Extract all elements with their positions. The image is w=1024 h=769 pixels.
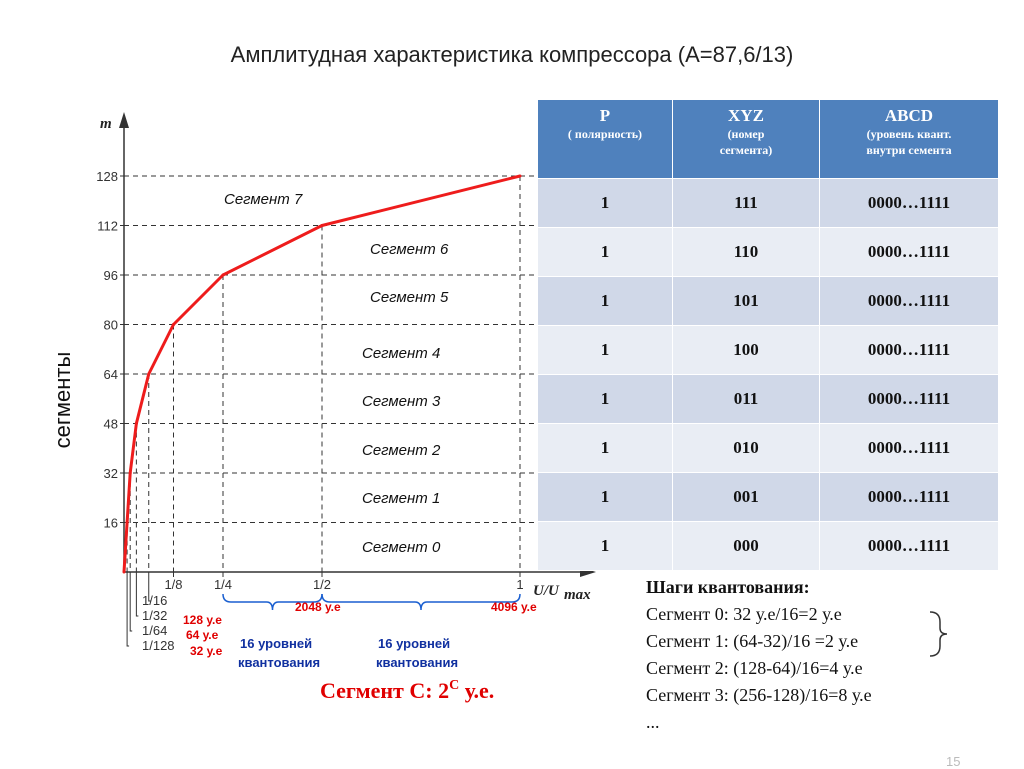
y-axis-arrow bbox=[119, 112, 129, 128]
x-tick-label: 1/2 bbox=[312, 577, 332, 592]
segment-label: Сегмент 3 bbox=[362, 393, 441, 410]
table-row: 1 000 0000…1111 bbox=[538, 522, 999, 571]
curve-point bbox=[123, 571, 126, 574]
table-header-row bbox=[538, 100, 999, 179]
curve-point bbox=[129, 472, 132, 475]
table-row: 1 111 0000…1111 bbox=[538, 179, 999, 228]
page-number: 15 bbox=[946, 754, 961, 769]
annotation-red: 4096 у.е bbox=[491, 600, 537, 614]
y-tick-label: 112 bbox=[97, 218, 118, 234]
table-row: 1 011 0000…1111 bbox=[538, 375, 999, 424]
x-tick-label-stacked: 1/16 bbox=[142, 593, 168, 608]
x-tick-label-stacked: 1/128 bbox=[142, 638, 175, 653]
y-tick-label: 96 bbox=[103, 268, 118, 283]
segment-label: Сегмент 5 bbox=[370, 289, 449, 306]
annotation-blue: 16 уровней bbox=[240, 636, 313, 651]
curve-point bbox=[321, 224, 324, 227]
chart-axes bbox=[119, 112, 596, 646]
segment-label: Сегмент 7 bbox=[224, 191, 303, 208]
header-level: ABCD (уровень квант. внутри семента bbox=[820, 100, 999, 179]
steps-brace bbox=[930, 612, 947, 656]
table-row: 1 110 0000…1111 bbox=[538, 228, 999, 277]
y-tick-label: 32 bbox=[103, 466, 118, 481]
y-tick-label: 16 bbox=[103, 515, 118, 531]
x-tick-label: 1/8 bbox=[164, 577, 183, 592]
segment-label: Сегмент 2 bbox=[362, 442, 441, 459]
steps-line: Сегмент 2: (128-64)/16=4 у.е bbox=[646, 658, 863, 678]
steps-line: Сегмент 0: 32 у.е/16=2 у.е bbox=[646, 604, 842, 624]
segment-label: Сегмент 4 bbox=[362, 345, 441, 362]
x-tick-label: 1 bbox=[516, 577, 524, 592]
x-tick-label: 1/4 bbox=[213, 577, 233, 592]
segment-label: Сегмент 1 bbox=[362, 490, 441, 507]
annotation-red: 32 у.е bbox=[190, 644, 223, 658]
page-title: Амплитудная характеристика компрессора (А=87,6/13) bbox=[230, 42, 794, 67]
curve-point bbox=[222, 274, 225, 277]
y-side-label: сегменты bbox=[50, 351, 75, 449]
y-tick-label: 80 bbox=[103, 317, 118, 333]
curve-point bbox=[172, 323, 175, 326]
annotation-red: 64 у.е bbox=[186, 628, 219, 642]
x-tick-bracket bbox=[130, 572, 132, 631]
x-axis-label: U/U bbox=[533, 583, 559, 599]
annotation-red: 2048 у.е bbox=[295, 600, 341, 614]
header-segment-number: XYZ (номер сегмента) bbox=[673, 100, 820, 179]
steps-heading: Шаги квантования: bbox=[646, 577, 810, 597]
x-tick-bracket bbox=[127, 572, 129, 646]
x-tick-label-stacked: 1/64 bbox=[142, 623, 168, 638]
chart-grid bbox=[124, 176, 535, 572]
table-row: 1 101 0000…1111 bbox=[538, 277, 999, 326]
segment-label: Сегмент 0 bbox=[362, 539, 441, 556]
quantization-steps bbox=[646, 574, 872, 736]
annotation-blue: 16 уровней bbox=[378, 636, 451, 651]
table-row: 1 100 0000…1111 bbox=[538, 326, 999, 375]
annotation-blue: квантования bbox=[238, 655, 321, 670]
code-table bbox=[537, 99, 999, 571]
annotation-blue: квантования bbox=[376, 655, 459, 670]
y-tick-label: 48 bbox=[103, 416, 118, 432]
y-tick-label: 64 bbox=[103, 367, 118, 382]
y-axis-symbol: m bbox=[100, 116, 112, 132]
steps-line: ... bbox=[646, 712, 660, 732]
footer-formula: Сегмент С: $2^С$ у.е. bbox=[320, 678, 495, 703]
x-tick-label-stacked: 1/32 bbox=[142, 608, 168, 623]
steps-line: Сегмент 3: (256-128)/16=8 у.е bbox=[646, 685, 872, 705]
segment-label: Сегмент 6 bbox=[370, 241, 449, 258]
table-row: 1 010 0000…1111 bbox=[538, 424, 999, 473]
x-axis-label-sub: max bbox=[564, 587, 591, 603]
steps-line: Сегмент 1: (64-32)/16 =2 у.е bbox=[646, 631, 859, 651]
curve-point bbox=[519, 175, 522, 178]
curve-point bbox=[135, 422, 138, 425]
x-tick-bracket bbox=[136, 572, 138, 616]
table-row: 1 001 0000…1111 bbox=[538, 473, 999, 522]
y-tick-label: 128 bbox=[96, 169, 118, 184]
header-polarity: P ( полярность) bbox=[538, 100, 673, 179]
curve-point bbox=[126, 521, 129, 524]
curve-point bbox=[147, 373, 150, 376]
annotation-red: 128 у.е bbox=[183, 613, 222, 627]
